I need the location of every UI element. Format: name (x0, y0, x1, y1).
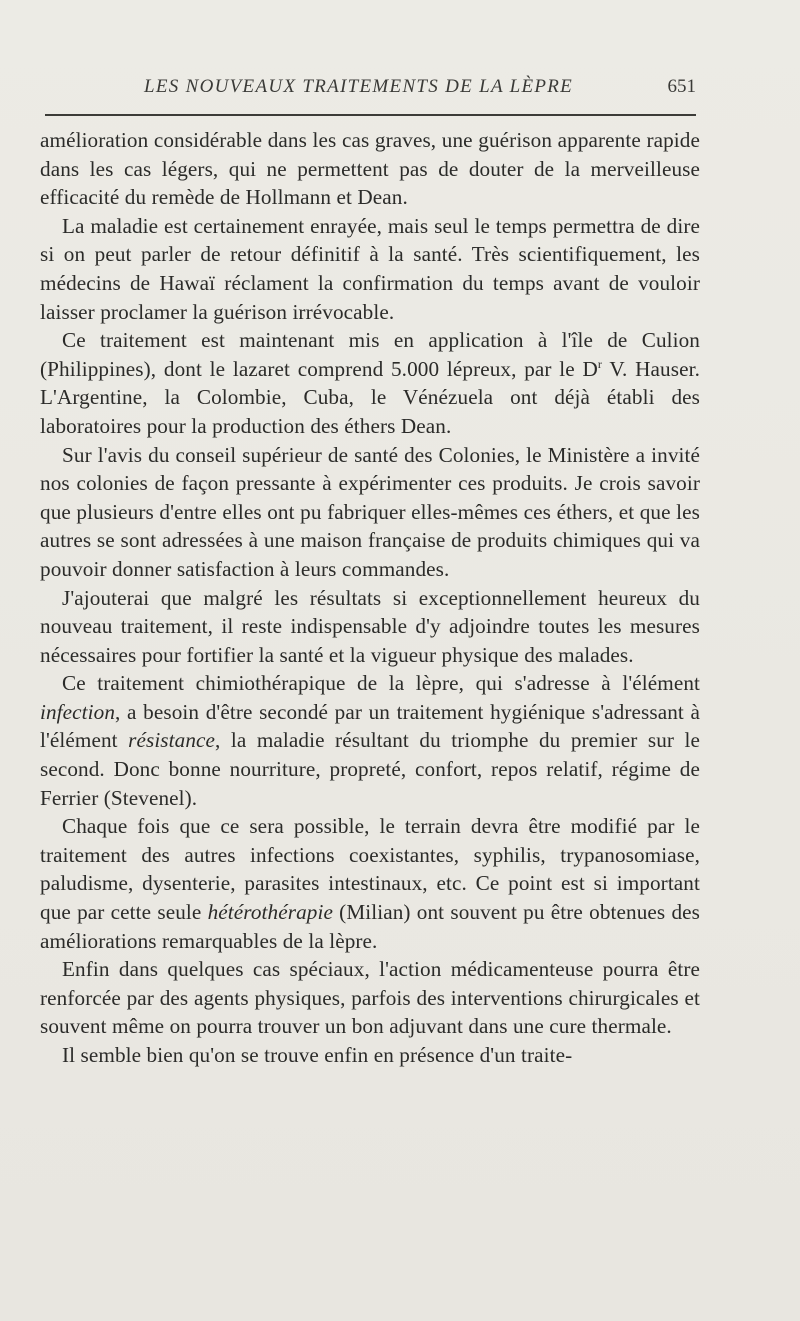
running-title: LES NOUVEAUX TRAITEMENTS DE LA LÈPRE (144, 76, 574, 97)
superscript: r (597, 356, 603, 371)
text-segment: Chaque fois que ce sera possible, le terrain devra être modifié par le traitement des autres infections coexistantes, syphilis, trypanosomiase, paludisme, dysenterie, parasites intestinaux, etc. Ce point est si important que par cette seule (40, 814, 700, 925)
paragraph-7 (40, 812, 700, 955)
paragraph-4 (40, 441, 700, 584)
text-segment: Ce traitement est maintenant mis en application à l'île de Culion (Philippines), dont le lazaret comprend 5.000 lépreux, par le D (40, 328, 700, 381)
italic-term: hétérothérapie (207, 900, 333, 925)
text-segment: (Milian) ont souvent pu être obtenues des améliorations remarquables de la lèpre. (40, 900, 700, 953)
paragraph-2 (40, 212, 700, 326)
page-header (40, 76, 696, 104)
paragraph-3 (40, 326, 700, 440)
text-segment: amélioration considérable dans les cas graves, une guérison apparente rapide dans les cas légers, qui ne permettent pas de douter de la merveilleuse efficacité du remède de Hollmann et Dean. (40, 128, 700, 210)
body-text (40, 126, 700, 1070)
paragraph-1 (40, 126, 700, 212)
text-segment: Enfin dans quelques cas spéciaux, l'action médicamenteuse pourra être renforcée par des agents physiques, parfois des interventions chirurgicales et souvent même on pourra trouver un bon adjuvant dans une cure thermale. (40, 957, 700, 1039)
text-segment: , la maladie résultant du triomphe du premier sur le second. Donc bonne nourriture, propreté, confort, repos relatif, régime de Ferrier (Stevenel). (40, 728, 700, 810)
paragraph-6 (40, 669, 700, 812)
paragraph-8 (40, 955, 700, 1041)
text-segment: La maladie est certainement enrayée, mais seul le temps permettra de dire si on peut parler de retour définitif à la santé. Très scientifiquement, les médecins de Hawaï réclament la confirmation du temps avant de vouloir laisser proclamer la guérison irrévocable. (40, 213, 700, 324)
page-number: 651 (667, 76, 696, 97)
text-segment: J'ajouterai que malgré les résultats si exceptionnellement heureux du nouveau traitement, il reste indispensable d'y adjoindre toutes les mesures nécessaires pour fortifier la santé et la vigueur physique des malades. (40, 585, 700, 667)
text-segment: Ce traitement chimiothérapique de la lèpre, qui s'adresse à l'élément (62, 671, 700, 696)
paragraph-5 (40, 584, 700, 670)
header-rule (45, 114, 696, 116)
italic-term: infection (40, 699, 116, 724)
text-segment: , a besoin d'être secondé par un traitement hygiénique s'adressant à l'élément (40, 699, 700, 753)
text-segment: Sur l'avis du conseil supérieur de santé des Colonies, le Ministère a invité nos colonies de façon pressante à expérimenter ces produits. Je crois savoir que plusieurs d'entre elles ont pu fabriquer elles-mêmes ces éthers, et que les autres se sont adressées à une maison française de produits chimiques qui va pouvoir donner satisfaction à leurs commandes. (40, 442, 700, 581)
text-segment: V. Hauser. L'Argentine, la Colombie, Cuba, le Vénézuela ont déjà établi des laboratoires pour la production des éthers Dean. (40, 356, 700, 438)
italic-term: résistance (128, 728, 216, 753)
paragraph-9 (40, 1041, 700, 1070)
text-segment: Il semble bien qu'on se trouve enfin en présence d'un traite- (62, 1043, 573, 1067)
